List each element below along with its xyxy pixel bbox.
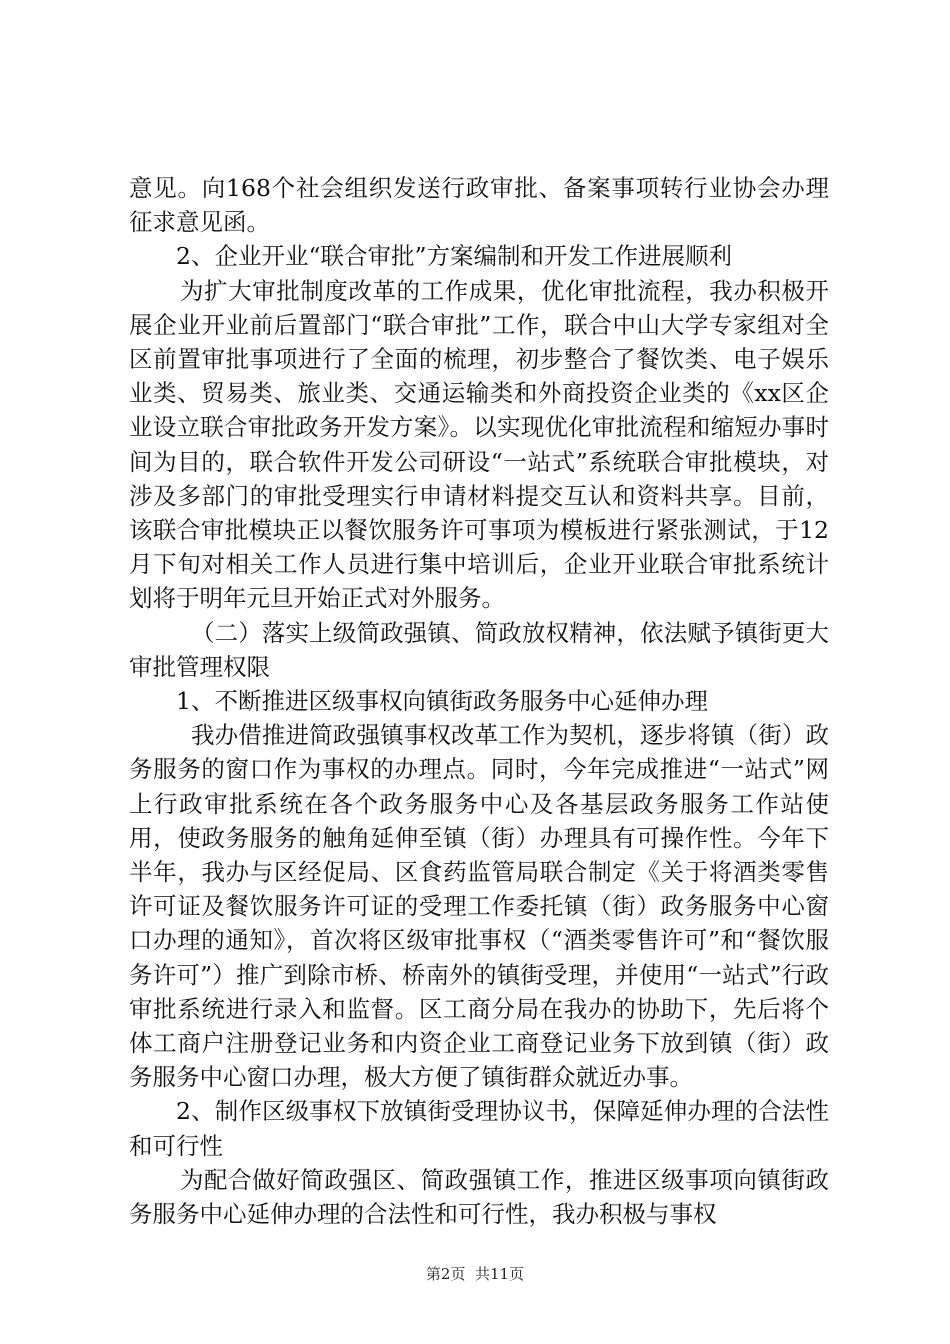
paragraph-joint-approval: 为扩大审批制度改革的工作成果，优化审批流程，我办积极开展企业开业前后置部门“联合审批”工作，联合中山大学专家组对全区前置审批事项进行了全面的梳理，初步整合了餐饮类、电子娱乐业类、贸易类、旅业类、交通运输类和外商投资企业类的《xx区企业设立联合审批政务开发方案》。以实现优化审批流程和缩短办事时间为目的，联合软件开发公司研设“一站式”系统联合审批模块，对涉及多部门的审批受理实行申请材料提交互认和资料共享。目前，该联合审批模块正以餐饮服务许可事项为模板进行紧张测试，于12月下旬对相关工作人员进行集中培训后，企业开业联合审批系统计划将于明年元旦开始正式对外服务。 xyxy=(129,276,829,613)
subheading-agreement: 2、制作区级事权下放镇街受理协议书，保障延伸办理的合法性和可行性 xyxy=(129,1097,829,1160)
paragraph-continuation: 意见。向168个社会组织发送行政审批、备案事项转行业协会办理征求意见函。 xyxy=(129,174,829,237)
page-footer xyxy=(0,1264,950,1284)
page-number-label: 第2页 共11页 xyxy=(425,1265,525,1283)
section-heading-2: （二）落实上级简政强镇、简政放权精神，依法赋予镇街更大审批管理权限 xyxy=(129,618,829,681)
document-body xyxy=(129,171,829,1231)
subheading-power-extension: 1、不断推进区级事权向镇街政务服务中心延伸办理 xyxy=(176,687,708,716)
paragraph-power-extension: 我办借推进简政强镇事权改革工作为契机，逐步将镇（街）政务服务的窗口作为事权的办理点。同时，今年完成推进“一站式”网上行政审批系统在各个政务服务中心及各基层政务服务工作站使用，使政务服务的触角延伸至镇（街）办理具有可操作性。今年下半年，我办与区经促局、区食药监管局联合制定《关于将酒类零售许可证及餐饮服务许可证的受理工作委托镇（街）政务服务中心窗口办理的通知》，首次将区级审批事权（“酒类零售许可”和“餐饮服务许可”）推广到除市桥、桥南外的镇街受理，并使用“一站式”行政审批系统进行录入和监督。区工商分局在我办的协助下，先后将个体工商户注册登记业务和内资企业工商登记业务下放到镇（街）政务服务中心窗口办理，极大方便了镇街群众就近办事。 xyxy=(129,721,829,1092)
subheading-joint-approval: 2、企业开业“联合审批”方案编制和开发工作进展顺利 xyxy=(176,242,732,271)
paragraph-agreement: 为配合做好简政强区、简政强镇工作，推进区级事项向镇街政务服务中心延伸办理的合法性和可行性，我办积极与事权 xyxy=(129,1165,829,1229)
